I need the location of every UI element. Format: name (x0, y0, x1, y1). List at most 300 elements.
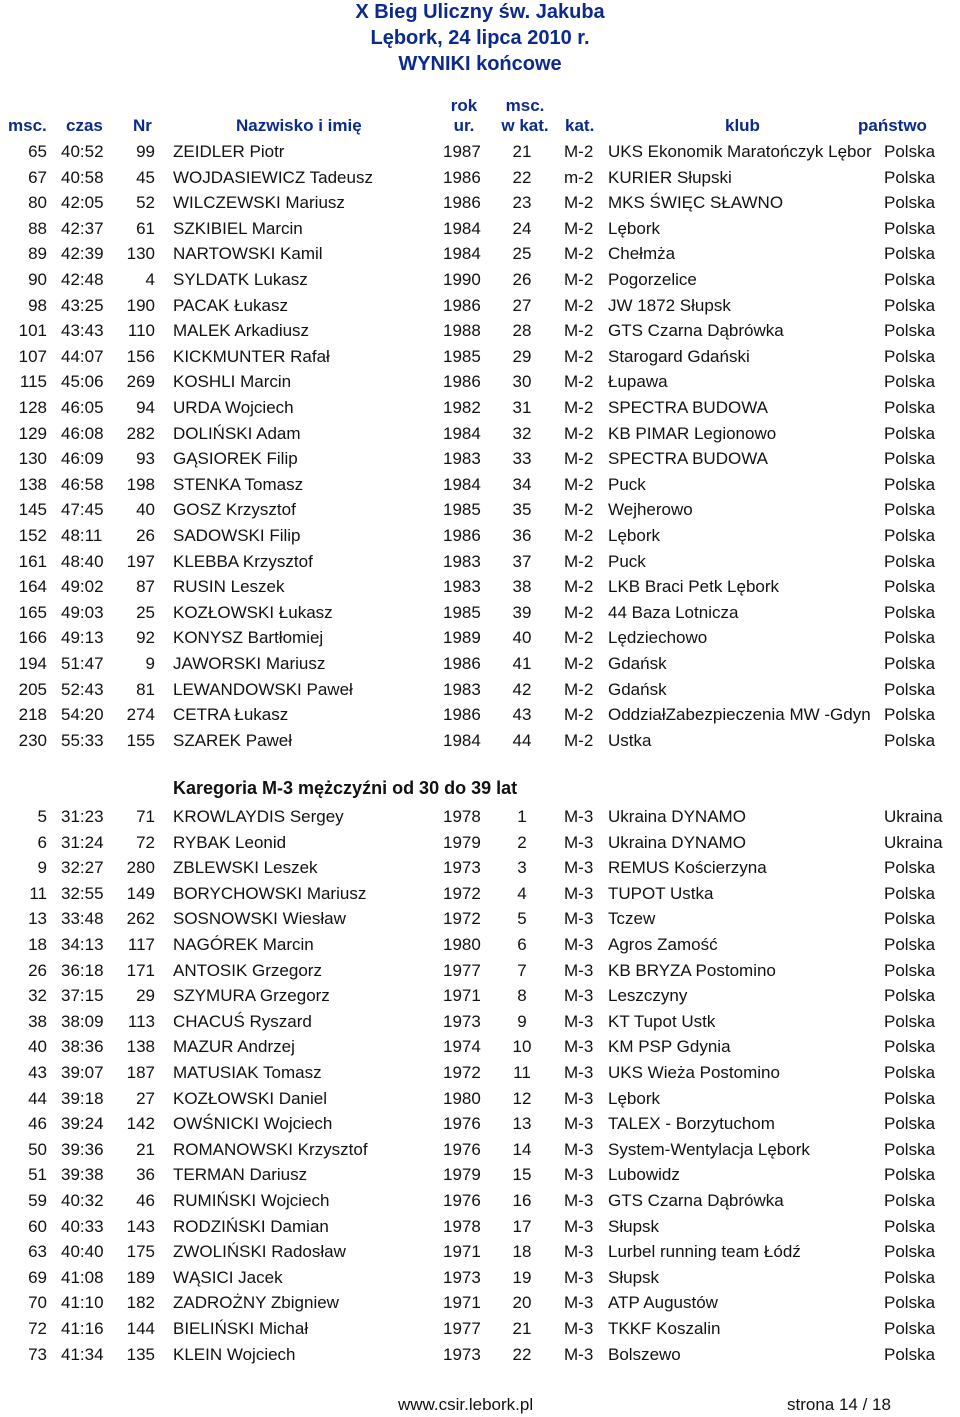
cell-year: 1984 (443, 218, 481, 238)
cell-name: MALEK Arkadiusz (173, 321, 310, 341)
cell-time: 46:09 (61, 449, 104, 469)
cell-time: 49:02 (61, 577, 104, 597)
cell-category: M-3 (564, 1165, 594, 1185)
cell-year: 1971 (443, 986, 481, 1006)
cell-club: Ustka (608, 730, 652, 750)
table-row (0, 1188, 960, 1213)
cell-category-place: 39 (512, 602, 532, 622)
cell-place: 44 (28, 1088, 47, 1108)
cell-year: 1976 (443, 1139, 481, 1159)
cell-category-place: 8 (517, 986, 527, 1006)
cell-place: 50 (28, 1139, 47, 1159)
cell-club: GTS Czarna Dąbrówka (608, 1191, 784, 1210)
cell-category: M-3 (564, 1267, 594, 1287)
cell-category: M-3 (564, 935, 594, 954)
cell-name: RYBAK Leonid (173, 832, 287, 852)
cell-category-place: 40 (512, 628, 532, 648)
cell-time: 32:55 (61, 883, 104, 903)
cell-year: 1973 (443, 858, 481, 878)
cell-year: 1978 (443, 1216, 481, 1236)
cell-year: 1986 (443, 167, 481, 187)
cell-category: M-2 (564, 500, 594, 520)
cell-name: BORYCHOWSKI Mariusz (173, 883, 367, 903)
cell-place: 65 (28, 142, 47, 161)
cell-place: 26 (28, 960, 47, 980)
cell-category: M-2 (564, 218, 594, 238)
cell-country: Polska (884, 346, 936, 366)
table-row (0, 804, 960, 829)
cell-club: KB BRYZA Postomino (608, 960, 776, 980)
cell-place: 18 (28, 935, 47, 954)
cell-category-place: 44 (512, 730, 532, 750)
cell-time: 41:08 (61, 1267, 104, 1287)
cell-category-place: 41 (512, 654, 532, 673)
cell-place: 194 (18, 654, 47, 673)
cell-bib: 182 (126, 1293, 155, 1313)
cell-category: M-3 (564, 1114, 594, 1134)
cell-name: NAGÓREK Marcin (173, 935, 314, 954)
cell-category-place: 29 (512, 346, 532, 366)
cell-category: M-3 (564, 1293, 594, 1313)
cell-bib: 197 (126, 551, 155, 571)
cell-club: LKB Braci Petk Lębork (608, 577, 780, 597)
cell-country: Polska (884, 167, 936, 187)
table-row (0, 293, 960, 318)
cell-time: 55:33 (61, 730, 104, 750)
cell-club: JW 1872 Słupsk (608, 295, 731, 315)
cell-country: Polska (884, 423, 936, 443)
footer-url: www.csir.lebork.pl (398, 1395, 534, 1414)
col-czas: czas (66, 116, 103, 135)
cell-category-place: 35 (512, 500, 532, 520)
cell-place: 60 (28, 1216, 47, 1236)
cell-category-place: 15 (512, 1165, 532, 1185)
cell-country: Polska (884, 449, 936, 469)
cell-club: Lubowidz (608, 1165, 680, 1185)
cell-time: 40:40 (61, 1242, 104, 1262)
cell-time: 32:27 (61, 858, 104, 878)
cell-time: 42:48 (61, 270, 104, 289)
cell-year: 1983 (443, 551, 481, 571)
cell-name: TERMAN Dariusz (173, 1165, 308, 1185)
cell-year: 1973 (443, 1267, 481, 1287)
cell-place: 69 (28, 1267, 47, 1287)
table-row (0, 139, 960, 164)
cell-club: SPECTRA BUDOWA (608, 449, 768, 469)
cell-bib: 40 (136, 500, 155, 520)
cell-category-place: 16 (512, 1191, 532, 1210)
cell-place: 5 (37, 807, 47, 826)
cell-bib: 87 (136, 577, 155, 597)
cell-name: WILCZEWSKI Mariusz (173, 193, 345, 213)
cell-country: Polska (884, 602, 936, 622)
cell-bib: 282 (126, 423, 155, 443)
col-catpos-top: msc. (505, 96, 545, 115)
cell-place: 145 (18, 500, 47, 520)
cell-name: CETRA Łukasz (173, 705, 289, 725)
cell-bib: 143 (126, 1216, 155, 1236)
cell-name: ZBLEWSKI Leszek (173, 858, 318, 878)
cell-name: WĄSICI Jacek (173, 1267, 283, 1287)
cell-year: 1972 (443, 1063, 481, 1082)
cell-time: 31:23 (61, 807, 104, 826)
cell-place: 88 (28, 218, 47, 238)
cell-time: 43:43 (61, 321, 104, 341)
cell-category: M-2 (564, 270, 594, 289)
cell-place: 165 (18, 602, 47, 622)
cell-bib: 190 (126, 295, 155, 315)
cell-bib: 187 (126, 1063, 155, 1082)
cell-country: Polska (884, 960, 936, 980)
cell-time: 40:33 (61, 1216, 104, 1236)
cell-year: 1989 (443, 628, 481, 648)
cell-bib: 155 (126, 730, 155, 750)
cell-club: Słupsk (608, 1267, 660, 1287)
cell-name: URDA Wojciech (173, 398, 294, 417)
cell-category-place: 2 (517, 832, 527, 852)
cell-time: 39:24 (61, 1114, 104, 1134)
cell-name: RUSIN Leszek (173, 577, 285, 597)
cell-club: Agros Zamość (608, 935, 718, 954)
cell-bib: 144 (126, 1319, 155, 1338)
cell-category-place: 38 (512, 577, 532, 597)
cell-name: SYLDATK Lukasz (173, 270, 308, 289)
cell-name: KICKMUNTER Rafał (173, 346, 330, 366)
cell-time: 34:13 (61, 935, 104, 954)
cell-year: 1976 (443, 1114, 481, 1134)
cell-bib: 113 (127, 1011, 155, 1031)
cell-club: System-Wentylacja Lębork (608, 1139, 810, 1159)
cell-club: Lębork (608, 218, 660, 238)
cell-category-place: 27 (512, 295, 532, 315)
cell-category: M-2 (564, 654, 594, 673)
table-row (0, 395, 960, 420)
cell-category: M-2 (564, 526, 594, 545)
cell-category: M-3 (564, 858, 594, 878)
cell-category-place: 33 (512, 449, 532, 469)
cell-category-place: 42 (512, 679, 532, 699)
cell-year: 1986 (443, 295, 481, 315)
cell-category: M-2 (564, 346, 594, 366)
cell-time: 46:58 (61, 474, 104, 494)
cell-year: 1984 (443, 244, 481, 264)
cell-category: M-3 (564, 1242, 594, 1262)
cell-club: Wejherowo (608, 500, 693, 520)
cell-category-place: 26 (512, 270, 532, 289)
cell-category: M-2 (564, 474, 594, 494)
cell-category: M-3 (564, 986, 594, 1006)
cell-category: M-3 (564, 1344, 594, 1364)
cell-year: 1971 (443, 1242, 481, 1262)
results-title: WYNIKI końcowe (398, 53, 562, 75)
col-catpos-bottom: w kat. (501, 116, 549, 135)
cell-country: Polska (884, 628, 936, 648)
cell-time: 52:43 (61, 679, 104, 699)
cell-name: ZEIDLER Piotr (173, 142, 285, 161)
cell-place: 130 (18, 449, 47, 469)
cell-time: 42:37 (61, 218, 104, 238)
cell-place: 90 (28, 270, 47, 289)
table-row (0, 497, 960, 522)
table-row (0, 1316, 960, 1341)
cell-bib: 142 (126, 1114, 155, 1134)
table-row (0, 369, 960, 394)
col-name: Nazwisko i imię (236, 116, 362, 135)
cell-bib: 274 (126, 705, 155, 725)
col-club: klub (725, 116, 760, 135)
cell-club: Bolszewo (608, 1344, 681, 1364)
table-row (0, 523, 960, 548)
cell-club: Lurbel running team Łódź (608, 1242, 801, 1262)
cell-place: 205 (18, 679, 47, 699)
cell-country: Polska (884, 500, 936, 520)
table-row (0, 1342, 960, 1367)
cell-time: 48:40 (61, 551, 104, 571)
cell-country: Polska (884, 883, 936, 903)
cell-category: M-2 (564, 193, 594, 213)
cell-club: MKS ŚWIĘC SŁAWNO (608, 193, 784, 213)
cell-bib: 171 (126, 960, 155, 980)
cell-bib: 71 (136, 807, 155, 826)
cell-place: 128 (18, 398, 47, 417)
cell-name: STENKA Tomasz (173, 474, 304, 494)
cell-club: ATP Augustów (608, 1293, 718, 1313)
cell-time: 42:05 (61, 193, 104, 213)
cell-year: 1984 (443, 474, 481, 494)
cell-bib: 92 (136, 628, 155, 648)
cell-place: 89 (28, 244, 47, 264)
cell-name: CHACUŚ Ryszard (173, 1011, 312, 1031)
table-row (0, 881, 960, 906)
cell-category: M-2 (564, 551, 594, 571)
table-row (0, 190, 960, 215)
cell-place: 101 (18, 321, 47, 341)
cell-year: 1983 (443, 679, 481, 699)
cell-category: M-3 (564, 1037, 594, 1057)
cell-time: 40:32 (61, 1191, 104, 1210)
cell-category-place: 1 (517, 807, 527, 826)
cell-name: MAZUR Andrzej (173, 1037, 295, 1057)
cell-name: SZAREK Paweł (173, 730, 293, 750)
cell-country: Polska (884, 1114, 936, 1134)
cell-bib: 45 (136, 167, 155, 187)
cell-country: Polska (884, 218, 936, 238)
cell-bib: 4 (145, 270, 155, 289)
cell-bib: 81 (136, 679, 155, 699)
cell-category: M-3 (564, 1088, 594, 1108)
cell-category-place: 18 (512, 1242, 532, 1262)
cell-name: KOSHLI Marcin (173, 372, 292, 392)
col-year-top: rok (450, 96, 478, 115)
col-year-bottom: ur. (453, 116, 475, 135)
cell-time: 31:24 (61, 832, 104, 852)
cell-year: 1987 (443, 142, 481, 161)
cell-bib: 99 (136, 142, 155, 161)
cell-year: 1985 (443, 500, 481, 520)
cell-bib: 130 (126, 244, 155, 264)
cell-category-place: 11 (513, 1063, 531, 1082)
cell-country: Polska (884, 1293, 936, 1313)
table-row (0, 421, 960, 446)
cell-club: Tczew (608, 909, 656, 929)
cell-name: MATUSIAK Tomasz (173, 1063, 322, 1082)
cell-category-place: 12 (512, 1088, 532, 1108)
cell-category-place: 7 (517, 960, 527, 980)
cell-bib: 156 (126, 346, 155, 366)
cell-country: Polska (884, 1088, 936, 1108)
footer-page-number: strona 14 / 18 (787, 1395, 891, 1414)
cell-country: Polska (884, 986, 936, 1006)
cell-year: 1984 (443, 423, 481, 443)
cell-country: Polska (884, 1344, 936, 1364)
cell-time: 38:09 (61, 1011, 104, 1031)
event-date-place: Lębork, 24 lipca 2010 r. (370, 27, 590, 49)
cell-country: Polska (884, 679, 936, 699)
table-row (0, 1111, 960, 1136)
cell-place: 129 (18, 423, 47, 443)
cell-country: Polska (884, 244, 936, 264)
table-row (0, 983, 960, 1008)
cell-club: Gdańsk (608, 679, 667, 699)
table-row (0, 728, 960, 753)
cell-bib: 269 (126, 372, 155, 392)
cell-country: Polska (884, 474, 936, 494)
table-row (0, 677, 960, 702)
cell-name: JAWORSKI Mariusz (173, 654, 326, 673)
cell-category: M-3 (564, 1319, 594, 1338)
table-row (0, 1009, 960, 1034)
cell-name: ZWOLIŃSKI Radosław (173, 1242, 346, 1262)
cell-club: TUPOT Ustka (608, 883, 714, 903)
cell-category: M-2 (564, 244, 594, 264)
cell-country: Polska (884, 1037, 936, 1057)
cell-club: Gdańsk (608, 654, 667, 673)
cell-category: M-3 (564, 1191, 594, 1210)
cell-time: 47:45 (61, 500, 104, 520)
cell-year: 1983 (443, 449, 481, 469)
table-row (0, 600, 960, 625)
table-row (0, 1162, 960, 1187)
cell-bib: 52 (136, 193, 155, 213)
cell-country: Polska (884, 1139, 936, 1159)
cell-bib: 26 (136, 526, 155, 545)
table-row (0, 1239, 960, 1264)
cell-year: 1974 (443, 1037, 481, 1057)
cell-place: 40 (28, 1037, 47, 1057)
cell-place: 6 (37, 832, 47, 852)
cell-bib: 94 (136, 398, 155, 417)
event-title: X Bieg Uliczny św. Jakuba (355, 1, 605, 23)
cell-time: 49:03 (61, 602, 104, 622)
cell-time: 46:08 (61, 423, 104, 443)
table-row (0, 472, 960, 497)
cell-country: Polska (884, 909, 936, 929)
cell-time: 38:36 (61, 1037, 104, 1057)
cell-name: GĄSIOREK Filip (173, 449, 298, 469)
cell-year: 1980 (443, 935, 481, 954)
cell-year: 1978 (443, 807, 481, 826)
cell-category: M-3 (564, 1063, 594, 1082)
cell-year: 1973 (443, 1011, 481, 1031)
cell-category-place: 9 (517, 1011, 527, 1031)
table-row (0, 855, 960, 880)
cell-name: GOSZ Krzysztof (173, 500, 296, 520)
cell-country: Polska (884, 1267, 936, 1287)
cell-year: 1979 (443, 832, 481, 852)
table-row (0, 702, 960, 727)
cell-country: Polska (884, 935, 936, 954)
cell-time: 36:18 (61, 960, 104, 980)
cell-year: 1988 (443, 321, 481, 341)
cell-year: 1973 (443, 1344, 481, 1364)
cell-country: Polska (884, 1319, 936, 1338)
cell-place: 70 (28, 1293, 47, 1313)
cell-place: 164 (18, 577, 47, 597)
cell-bib: 25 (136, 602, 155, 622)
cell-bib: 29 (136, 986, 155, 1006)
cell-category: M-2 (564, 295, 594, 315)
cell-bib: 262 (126, 909, 155, 929)
cell-category-place: 21 (512, 1319, 532, 1338)
cell-category-place: 5 (517, 909, 527, 929)
cell-place: 73 (28, 1344, 47, 1364)
cell-place: 161 (18, 551, 47, 571)
cell-place: 72 (28, 1319, 47, 1338)
cell-place: 230 (18, 730, 47, 750)
cell-place: 13 (28, 909, 47, 929)
cell-name: SZYMURA Grzegorz (173, 986, 330, 1006)
cell-year: 1982 (443, 398, 481, 417)
cell-category: M-3 (564, 832, 594, 852)
cell-category: M-2 (564, 705, 594, 725)
cell-place: 138 (18, 474, 47, 494)
cell-time: 39:38 (61, 1165, 104, 1185)
cell-category-place: 4 (517, 883, 527, 903)
cell-time: 37:15 (61, 986, 104, 1006)
cell-time: 45:06 (61, 372, 104, 392)
cell-name: SADOWSKI Filip (173, 526, 301, 545)
cell-time: 54:20 (61, 705, 104, 725)
cell-name: SOSNOWSKI Wiesław (173, 909, 346, 929)
cell-name: LEWANDOWSKI Paweł (173, 679, 353, 699)
cell-country: Polska (884, 705, 936, 725)
cell-place: 63 (28, 1242, 47, 1262)
cell-name: ANTOSIK Grzegorz (173, 960, 322, 980)
cell-year: 1990 (443, 270, 481, 289)
cell-bib: 61 (136, 218, 155, 238)
cell-club: Starogard Gdański (608, 346, 750, 366)
cell-time: 41:16 (61, 1319, 104, 1338)
cell-time: 51:47 (61, 654, 104, 673)
cell-category: M-3 (564, 807, 594, 826)
cell-year: 1984 (443, 730, 481, 750)
cell-year: 1977 (443, 960, 481, 980)
cell-year: 1986 (443, 526, 481, 545)
table-row (0, 165, 960, 190)
cell-place: 43 (28, 1063, 47, 1082)
cell-club: Chełmża (608, 244, 676, 264)
table-row (0, 1086, 960, 1111)
table-row (0, 932, 960, 957)
cell-place: 32 (28, 986, 47, 1006)
table-row (0, 241, 960, 266)
cell-bib: 27 (136, 1088, 155, 1108)
cell-bib: 189 (126, 1267, 155, 1287)
cell-club: Ukraina DYNAMO (608, 832, 746, 852)
table-row (0, 906, 960, 931)
cell-category-place: 22 (512, 167, 532, 187)
cell-place: 9 (37, 858, 47, 878)
